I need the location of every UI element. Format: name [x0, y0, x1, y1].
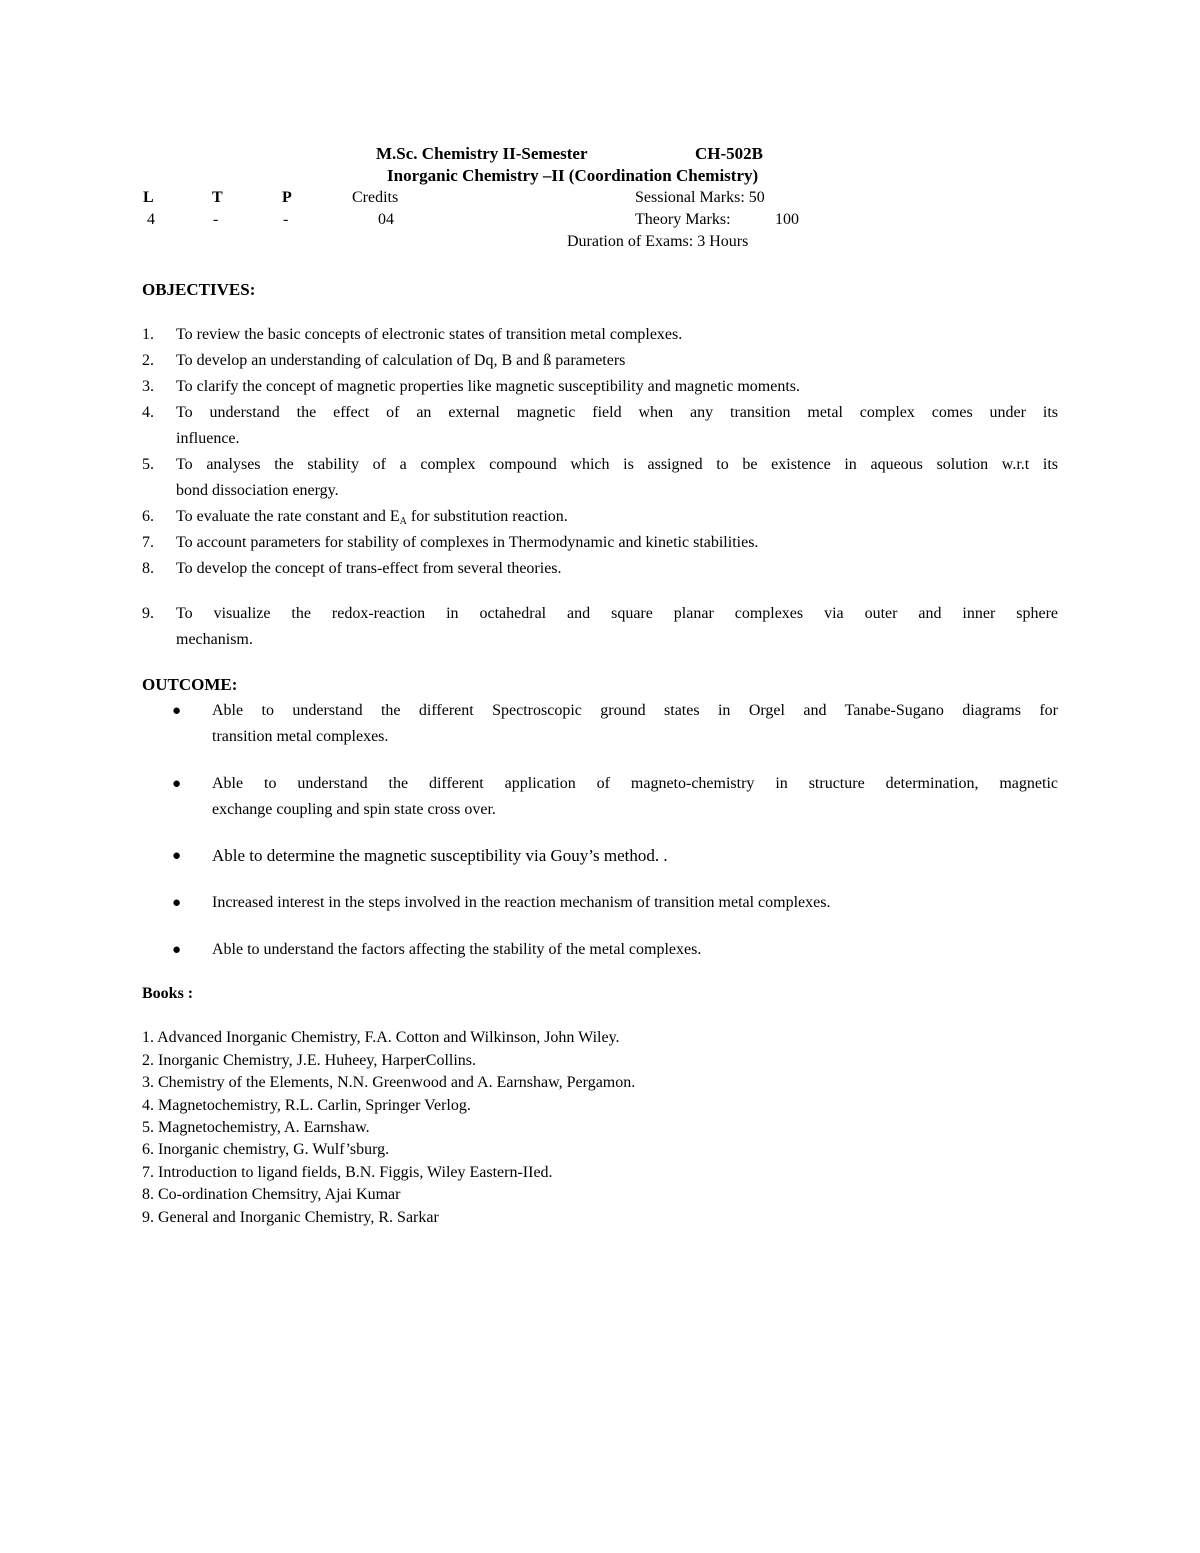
objective-number: 2. — [142, 352, 154, 369]
scheme-value-p: - — [283, 211, 289, 228]
scheme-value-l: 4 — [147, 211, 155, 228]
objective-number: 6. — [142, 508, 154, 525]
scheme-label-l: L — [143, 189, 154, 206]
sessional-marks: Sessional Marks: 50 — [635, 189, 765, 206]
scheme-label-p: P — [282, 189, 292, 206]
objective-text: influence. — [176, 430, 240, 447]
objective-text: To analyses the stability of a complex compound which is assigned to be existence in aqueous solution w.r.t its — [176, 456, 1058, 473]
objective-number: 7. — [142, 534, 154, 551]
objective-text: mechanism. — [176, 631, 253, 648]
objective-text: To develop the concept of trans-effect from several theories. — [176, 560, 562, 577]
subject-title: Inorganic Chemistry –II (Coordination Chemistry) — [387, 166, 759, 185]
objectives-heading: OBJECTIVES: — [142, 280, 256, 299]
scheme-value-credits: 04 — [378, 211, 394, 228]
objective-number: 8. — [142, 560, 154, 577]
bullet-icon: ● — [172, 942, 182, 958]
subscript-a: A — [399, 516, 407, 527]
objective-number: 4. — [142, 404, 154, 421]
objective-text: To visualize the redox-reaction in octahedral and square planar complexes via outer and inner sphere — [176, 605, 1058, 622]
outcome-text: Able to determine the magnetic susceptibility via Gouy’s method. . — [212, 846, 668, 865]
objective-text: To understand the effect of an external magnetic field when any transition metal complex comes under its — [176, 404, 1058, 421]
book-item: 8. Co-ordination Chemsitry, Ajai Kumar — [142, 1186, 401, 1203]
objective-text-part: for substitution reaction. — [406, 508, 568, 525]
bullet-icon: ● — [172, 776, 182, 792]
book-item: 6. Inorganic chemistry, G. Wulf’sburg. — [142, 1141, 390, 1158]
bullet-icon: ● — [172, 703, 182, 719]
book-item: 5. Magnetochemistry, A. Earnshaw. — [142, 1119, 370, 1136]
objective-text: bond dissociation energy. — [176, 482, 339, 499]
objective-number: 9. — [142, 605, 154, 622]
objective-number: 1. — [142, 326, 154, 343]
bullet-icon: ● — [172, 848, 182, 864]
book-item: 9. General and Inorganic Chemistry, R. Sarkar — [142, 1209, 439, 1226]
program-title: M.Sc. Chemistry II-Semester — [376, 144, 588, 163]
scheme-label-credits: Credits — [352, 189, 399, 206]
objective-text: To develop an understanding of calculation of Dq, B and ß parameters — [176, 352, 626, 369]
outcome-text: Increased interest in the steps involved in the reaction mechanism of transition metal complexes. — [212, 894, 831, 911]
objective-number: 5. — [142, 456, 154, 473]
scheme-label-t: T — [212, 189, 223, 206]
scheme-value-t: - — [213, 211, 219, 228]
outcome-text: Able to understand the different application of magneto-chemistry in structure determination, magnetic — [212, 775, 1058, 792]
course-code: CH-502B — [695, 144, 763, 163]
bullet-icon: ● — [172, 895, 182, 911]
outcome-heading: OUTCOME: — [142, 675, 238, 694]
outcome-text: Able to understand the factors affecting the stability of the metal complexes. — [212, 941, 702, 958]
theory-marks-value: 100 — [775, 211, 799, 228]
book-item: 7. Introduction to ligand fields, B.N. Figgis, Wiley Eastern-IIed. — [142, 1164, 553, 1181]
book-item: 4. Magnetochemistry, R.L. Carlin, Springer Verlog. — [142, 1097, 471, 1114]
objective-text: To account parameters for stability of complexes in Thermodynamic and kinetic stabilities. — [176, 534, 759, 551]
objective-text: To review the basic concepts of electronic states of transition metal complexes. — [176, 326, 683, 343]
objective-number: 3. — [142, 378, 154, 395]
theory-marks-label: Theory Marks: — [635, 211, 731, 228]
objective-text-part: To evaluate the rate constant and E — [176, 508, 400, 525]
books-heading: Books : — [142, 985, 194, 1002]
book-item: 2. Inorganic Chemistry, J.E. Huheey, HarperCollins. — [142, 1052, 477, 1069]
exam-duration: Duration of Exams: 3 Hours — [567, 233, 749, 250]
objective-text: To clarify the concept of magnetic properties like magnetic susceptibility and magnetic moments. — [176, 378, 801, 395]
book-item: 1. Advanced Inorganic Chemistry, F.A. Cotton and Wilkinson, John Wiley. — [142, 1029, 620, 1046]
outcome-text: Able to understand the different Spectroscopic ground states in Orgel and Tanabe-Sugano diagrams for — [212, 702, 1058, 719]
outcome-text: transition metal complexes. — [212, 728, 389, 745]
book-item: 3. Chemistry of the Elements, N.N. Greenwood and A. Earnshaw, Pergamon. — [142, 1074, 636, 1091]
outcome-text: exchange coupling and spin state cross over. — [212, 801, 496, 818]
